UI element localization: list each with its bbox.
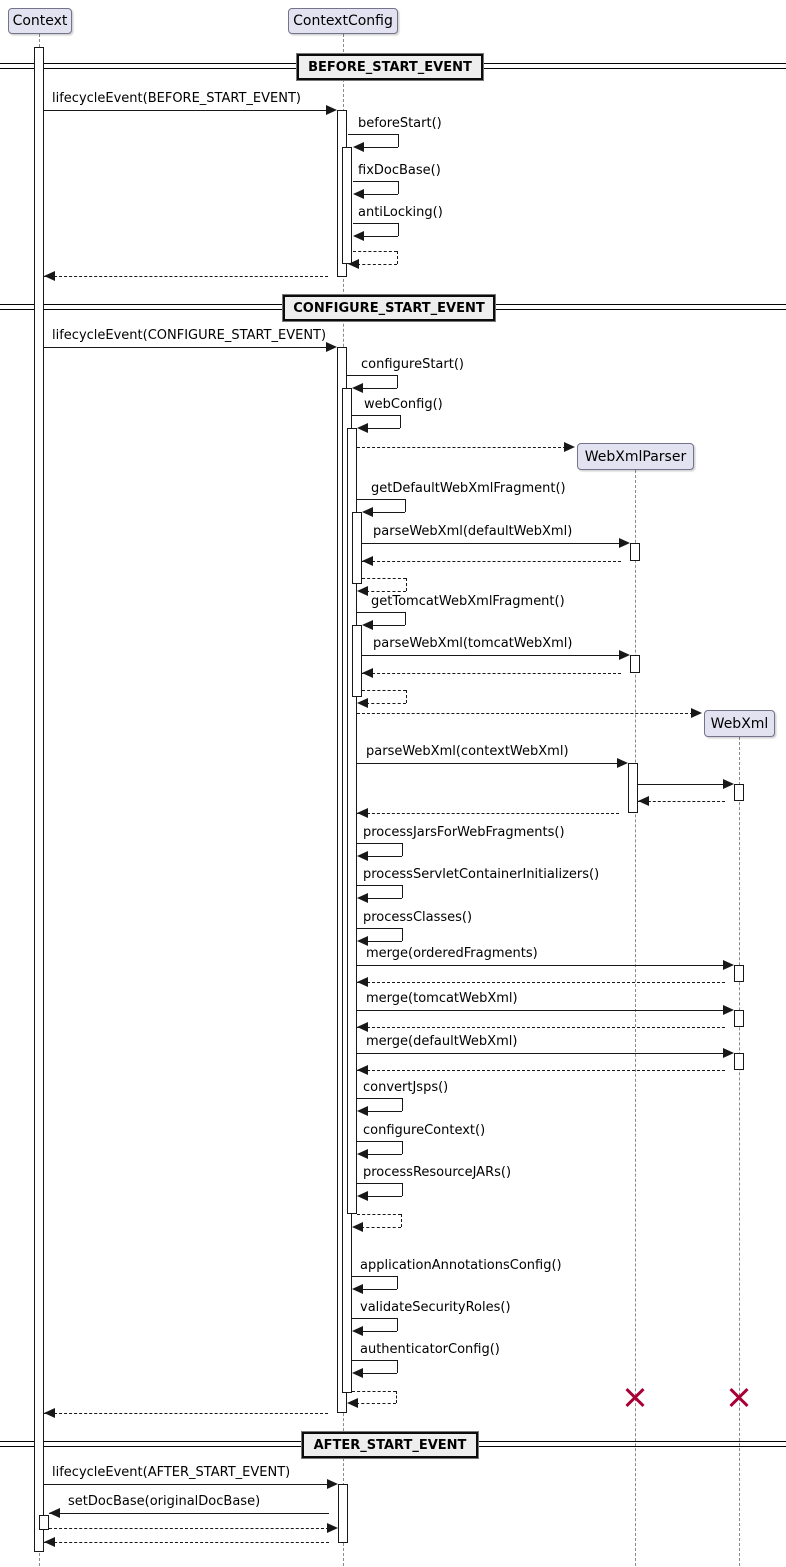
- activation-webxml-parse: [734, 784, 744, 801]
- msg-merge-tomcat-webxml-arrowhead-icon: [723, 1005, 734, 1015]
- self-process-jars-arrowhead-icon: [357, 851, 368, 861]
- msg-merge-tomcat-webxml-label: merge(tomcatWebXml): [366, 991, 518, 1006]
- self-return-configurestart-down: [396, 1391, 397, 1403]
- self-return-webconfig-back: [361, 1227, 401, 1228]
- self-process-classes-arrowhead-icon: [357, 936, 368, 946]
- msg-parser-to-webxml-arrowhead-icon: [723, 779, 734, 789]
- msg-parse-tomcat-webxml-label: parseWebXml(tomcatWebXml): [373, 636, 573, 651]
- self-web-config-arrowhead-icon: [357, 423, 368, 433]
- self-app-annotations-config-out: [352, 1276, 397, 1277]
- msg-set-doc-base-arrowhead-icon: [49, 1508, 60, 1518]
- self-get-tomcat-fragment-label: getTomcatWebXmlFragment(): [371, 594, 565, 609]
- msg-merge-default-webxml-arrowhead-icon: [723, 1048, 734, 1058]
- self-process-jars-out: [357, 843, 402, 844]
- self-process-resource-jars-arrowhead-icon: [357, 1191, 368, 1201]
- self-app-annotations-config-arrowhead-icon: [352, 1284, 363, 1294]
- self-return-webconfig-out: [357, 1214, 401, 1215]
- self-return-gettomcat-arrowhead-icon: [357, 698, 368, 708]
- self-web-config-label: webConfig(): [364, 397, 443, 412]
- self-return-configurestart-out: [352, 1391, 396, 1392]
- activation-webxml-merge-ordered: [734, 965, 744, 982]
- msg-merge-tomcat-webxml-line: [357, 1010, 725, 1011]
- self-before-start-label: beforeStart(): [358, 116, 442, 131]
- self-process-classes-down: [402, 928, 403, 941]
- self-get-default-fragment-down: [405, 499, 406, 512]
- self-get-tomcat-fragment-out: [357, 612, 405, 613]
- activation-cc-after: [338, 1484, 348, 1543]
- self-validate-security-roles-arrowhead-icon: [352, 1326, 363, 1336]
- self-process-sci-down: [402, 885, 403, 898]
- participant-web-xml-parser: WebXmlParser: [577, 443, 694, 470]
- self-configure-start-label: configureStart(): [361, 357, 464, 372]
- self-anti-locking-arrowhead-icon: [353, 231, 364, 241]
- self-convert-jsps-label: convertJsps(): [363, 1080, 449, 1095]
- self-return-gettomcat-down: [406, 690, 407, 703]
- msg-parse-context-webxml-line: [357, 763, 619, 764]
- msg-return-configure-line: [44, 1413, 328, 1414]
- self-return-before-l1-out: [353, 251, 397, 252]
- activation-parser-parse-tomcat: [630, 655, 640, 673]
- msg-return-parse-tomcat-line: [362, 673, 621, 674]
- msg-return-configure-arrowhead-icon: [44, 1408, 55, 1418]
- msg-return-after-line: [44, 1542, 329, 1543]
- activation-cc-before-l1: [342, 147, 352, 264]
- self-return-before-l1-back: [357, 264, 397, 265]
- msg-return-merge-ordered-arrowhead-icon: [357, 977, 368, 987]
- msg-merge-ordered-fragments-arrowhead-icon: [723, 960, 734, 970]
- msg-parse-default-webxml-arrowhead-icon: [619, 538, 630, 548]
- self-authenticator-config-arrowhead-icon: [352, 1368, 363, 1378]
- self-process-jars-back: [366, 856, 402, 857]
- self-process-sci-out: [357, 885, 402, 886]
- activation-context-main: [34, 47, 44, 1552]
- self-return-before-l1-arrowhead-icon: [348, 259, 359, 269]
- self-configure-context-label: configureContext(): [363, 1123, 486, 1138]
- self-process-resource-jars-label: processResourceJARs(): [363, 1165, 512, 1180]
- self-fix-doc-base-back: [362, 194, 398, 195]
- self-process-sci-arrowhead-icon: [357, 893, 368, 903]
- self-before-start-out: [348, 134, 398, 135]
- self-configure-context-arrowhead-icon: [357, 1149, 368, 1159]
- self-web-config-back: [366, 428, 400, 429]
- participant-context: Context: [8, 8, 72, 34]
- self-return-getdefault-arrowhead-icon: [357, 586, 368, 596]
- msg-return-merge-ordered-line: [357, 982, 725, 983]
- msg-return-merge-tomcat-line: [357, 1027, 725, 1028]
- self-fix-doc-base-out: [353, 181, 398, 182]
- activation-parser-parse-default: [630, 543, 640, 561]
- self-anti-locking-out: [353, 223, 398, 224]
- self-app-annotations-config-label: applicationAnnotationsConfig(): [360, 1258, 562, 1273]
- self-configure-context-back: [366, 1154, 402, 1155]
- msg-return-webxml-to-parser-line: [638, 801, 725, 802]
- self-authenticator-config-down: [397, 1360, 398, 1373]
- self-before-start-arrowhead-icon: [353, 142, 364, 152]
- self-process-sci-back: [366, 898, 402, 899]
- self-process-classes-out: [357, 928, 402, 929]
- self-get-default-fragment-label: getDefaultWebXmlFragment(): [371, 481, 566, 496]
- self-return-before-l1-down: [397, 251, 398, 264]
- activation-context-setdocbase: [39, 1515, 49, 1530]
- self-return-webconfig-arrowhead-icon: [352, 1222, 363, 1232]
- msg-return-merge-tomcat-arrowhead-icon: [357, 1022, 368, 1032]
- self-return-webconfig-down: [401, 1214, 402, 1227]
- msg-parse-tomcat-webxml-arrowhead-icon: [619, 650, 630, 660]
- msg-merge-ordered-fragments-label: merge(orderedFragments): [366, 946, 538, 961]
- self-app-annotations-config-back: [361, 1289, 397, 1290]
- participant-context-config: ContextConfig: [288, 8, 398, 34]
- self-configure-start-back: [361, 388, 397, 389]
- msg-return-before-arrowhead-icon: [44, 271, 55, 281]
- self-validate-security-roles-out: [352, 1318, 397, 1319]
- self-before-start-back: [362, 147, 398, 148]
- self-anti-locking-back: [362, 236, 398, 237]
- self-get-tomcat-fragment-arrowhead-icon: [362, 620, 373, 630]
- self-return-getdefault-down: [406, 578, 407, 591]
- self-validate-security-roles-back: [361, 1331, 397, 1332]
- self-get-default-fragment-back: [371, 512, 405, 513]
- msg-set-doc-base-line: [49, 1513, 329, 1514]
- self-validate-security-roles-label: validateSecurityRoles(): [360, 1300, 511, 1315]
- self-convert-jsps-arrowhead-icon: [357, 1106, 368, 1116]
- msg-return-setdocbase-arrowhead-icon: [327, 1523, 338, 1533]
- self-process-resource-jars-out: [357, 1183, 402, 1184]
- divider-after-start-event: AFTER_START_EVENT: [302, 1432, 478, 1458]
- self-anti-locking-down: [398, 223, 399, 236]
- participant-web-xml: WebXml: [704, 710, 775, 737]
- self-get-default-fragment-out: [357, 499, 405, 500]
- self-authenticator-config-out: [352, 1360, 397, 1361]
- msg-lifecycle-after-start-label: lifecycleEvent(AFTER_START_EVENT): [52, 1465, 291, 1480]
- self-convert-jsps-down: [402, 1098, 403, 1111]
- self-fix-doc-base-label: fixDocBase(): [358, 163, 441, 178]
- msg-return-setdocbase-line: [49, 1528, 329, 1529]
- self-get-default-fragment-arrowhead-icon: [362, 507, 373, 517]
- self-configure-start-arrowhead-icon: [352, 383, 363, 393]
- self-configure-start-out: [347, 375, 397, 376]
- activation-webxml-merge-tomcat: [734, 1010, 744, 1027]
- msg-return-parse-default-arrowhead-icon: [362, 556, 373, 566]
- msg-parse-context-webxml-arrowhead-icon: [617, 758, 628, 768]
- msg-lifecycle-before-start-line: [44, 110, 328, 111]
- self-process-sci-label: processServletContainerInitializers(): [363, 867, 600, 882]
- msg-parse-context-webxml-label: parseWebXml(contextWebXml): [366, 744, 569, 759]
- self-configure-context-down: [402, 1141, 403, 1154]
- msg-parse-tomcat-webxml-line: [362, 655, 621, 656]
- self-get-tomcat-fragment-down: [405, 612, 406, 625]
- destroy-x-web-xml: [727, 1385, 751, 1409]
- self-anti-locking-label: antiLocking(): [358, 205, 443, 220]
- self-convert-jsps-out: [357, 1098, 402, 1099]
- self-web-config-down: [400, 415, 401, 428]
- self-return-getdefault-back: [366, 591, 406, 592]
- activation-cc-gettomcatfragment-l3: [352, 625, 362, 697]
- self-process-classes-label: processClasses(): [363, 910, 473, 925]
- msg-return-after-arrowhead-icon: [44, 1537, 55, 1547]
- msg-lifecycle-after-start-arrowhead-icon: [327, 1479, 338, 1489]
- self-validate-security-roles-down: [397, 1318, 398, 1331]
- msg-lifecycle-configure-start-arrowhead-icon: [326, 342, 337, 352]
- self-fix-doc-base-down: [398, 181, 399, 194]
- msg-lifecycle-after-start-line: [44, 1484, 329, 1485]
- self-authenticator-config-label: authenticatorConfig(): [360, 1342, 500, 1357]
- msg-return-parser-to-cc-arrowhead-icon: [357, 808, 368, 818]
- self-process-resource-jars-back: [366, 1196, 402, 1197]
- msg-return-parser-to-cc-line: [357, 813, 619, 814]
- msg-create-webxml-arrowhead-icon: [691, 708, 702, 718]
- msg-return-before-line: [44, 276, 328, 277]
- self-app-annotations-config-down: [397, 1276, 398, 1289]
- msg-return-webxml-to-parser-arrowhead-icon: [638, 796, 649, 806]
- activation-webxml-merge-default: [734, 1053, 744, 1070]
- msg-parser-to-webxml-line: [638, 784, 725, 785]
- msg-create-webxml-line: [357, 713, 693, 714]
- self-return-configurestart-arrowhead-icon: [347, 1398, 358, 1408]
- self-return-getdefault-out: [362, 578, 406, 579]
- self-return-configurestart-back: [356, 1403, 396, 1404]
- activation-parser-parse-context: [628, 763, 638, 813]
- msg-return-merge-default-line: [357, 1070, 725, 1071]
- msg-lifecycle-configure-start-label: lifecycleEvent(CONFIGURE_START_EVENT): [52, 328, 327, 343]
- msg-create-webxmlparser-line: [357, 447, 566, 448]
- self-configure-context-out: [357, 1141, 402, 1142]
- self-configure-start-down: [397, 375, 398, 388]
- self-convert-jsps-back: [366, 1111, 402, 1112]
- msg-return-parse-default-line: [362, 561, 621, 562]
- self-get-tomcat-fragment-back: [371, 625, 405, 626]
- self-return-gettomcat-back: [366, 703, 406, 704]
- self-before-start-down: [398, 134, 399, 147]
- msg-parse-default-webxml-line: [362, 543, 621, 544]
- divider-before-start-event: BEFORE_START_EVENT: [297, 54, 483, 80]
- msg-set-doc-base-label: setDocBase(originalDocBase): [68, 1494, 261, 1509]
- msg-parse-default-webxml-label: parseWebXml(defaultWebXml): [373, 524, 573, 539]
- msg-lifecycle-configure-start-line: [44, 347, 328, 348]
- msg-merge-default-webxml-line: [357, 1053, 725, 1054]
- self-process-classes-back: [366, 941, 402, 942]
- msg-merge-ordered-fragments-line: [357, 965, 725, 966]
- activation-cc-getdefaultfragment-l3: [352, 512, 362, 584]
- self-process-jars-down: [402, 843, 403, 856]
- msg-merge-default-webxml-label: merge(defaultWebXml): [366, 1034, 518, 1049]
- self-process-jars-label: processJarsForWebFragments(): [363, 825, 565, 840]
- self-web-config-out: [352, 415, 400, 416]
- msg-create-webxmlparser-arrowhead-icon: [564, 442, 575, 452]
- self-fix-doc-base-arrowhead-icon: [353, 189, 364, 199]
- msg-return-merge-default-arrowhead-icon: [357, 1065, 368, 1075]
- self-authenticator-config-back: [361, 1373, 397, 1374]
- self-process-resource-jars-down: [402, 1183, 403, 1196]
- msg-return-parse-tomcat-arrowhead-icon: [362, 668, 373, 678]
- msg-lifecycle-before-start-arrowhead-icon: [326, 105, 337, 115]
- divider-configure-start-event: CONFIGURE_START_EVENT: [283, 295, 495, 321]
- destroy-x-web-xml-parser: [623, 1385, 647, 1409]
- self-return-gettomcat-out: [362, 690, 406, 691]
- msg-lifecycle-before-start-label: lifecycleEvent(BEFORE_START_EVENT): [52, 91, 301, 106]
